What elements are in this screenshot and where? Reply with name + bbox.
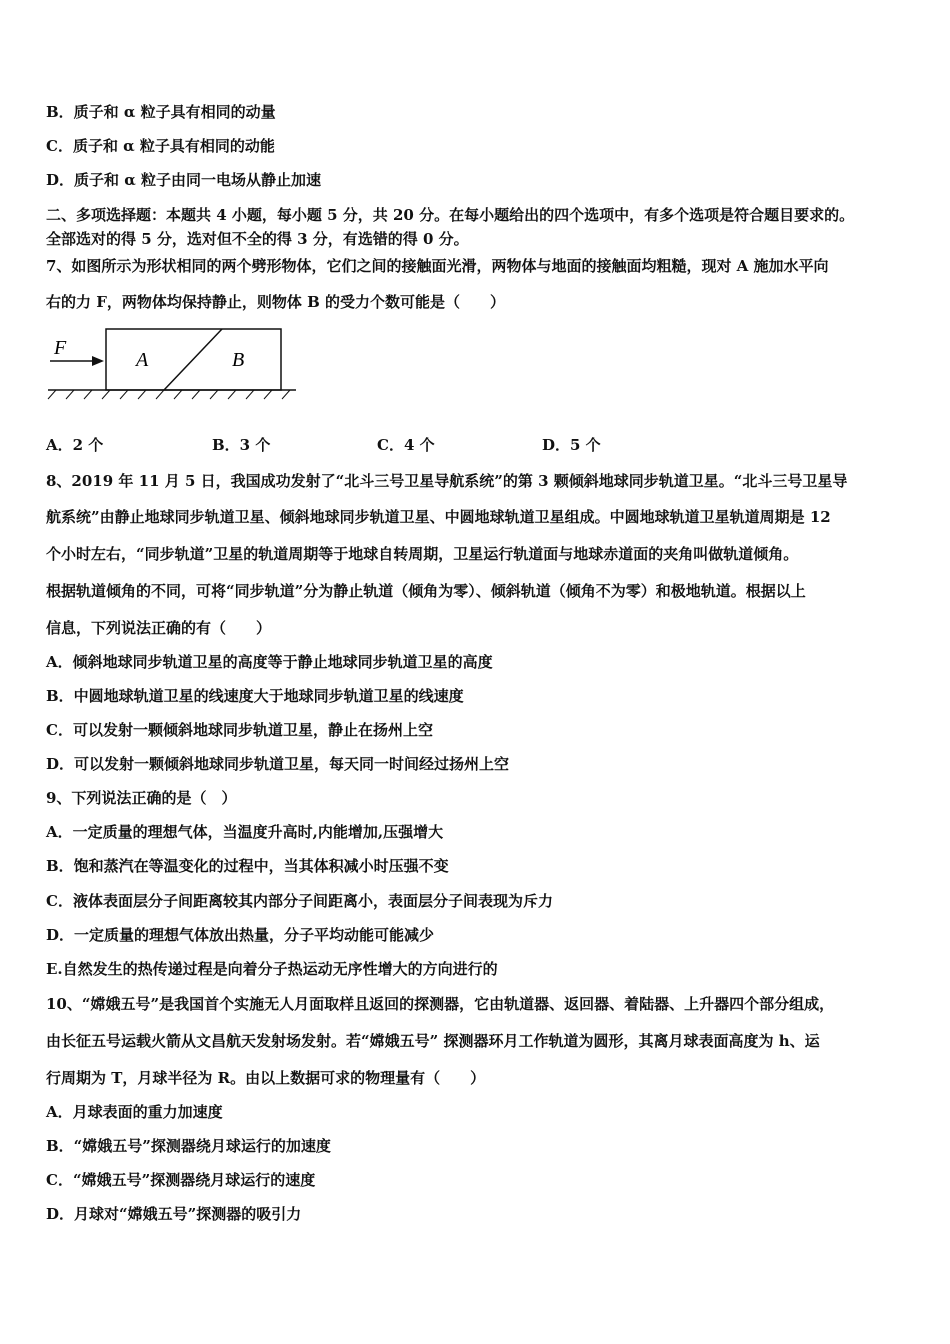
q7-stem-line: 右的力 F，两物体均保持静止，则物体 B 的受力个数可能是（ ） xyxy=(46,293,505,311)
q7-stem-line: 7、如图所示为形状相同的两个劈形物体，它们之间的接触面光滑，两物体与地面的接触面均粗糙，现对 A 施加水平向 xyxy=(46,257,829,275)
contact-surface xyxy=(164,329,222,390)
force-label: F xyxy=(54,337,67,359)
q9-option-b: B．饱和蒸汽在等温变化的过程中，当其体积减小时压强不变 xyxy=(46,857,449,875)
q10-option-d: D．月球对“嫦娥五号”探测器的吸引力 xyxy=(46,1205,302,1223)
q7-options xyxy=(46,435,646,455)
q9-option-d: D．一定质量的理想气体放出热量，分子平均动能可能减少 xyxy=(46,926,435,944)
q8-option-a: A．倾斜地球同步轨道卫星的高度等于静止地球同步轨道卫星的高度 xyxy=(46,653,493,671)
section-heading: 二、多项选择题：本题共 4 小题，每小题 5 分，共 20 分。在每小题给出的四个选项中，有多个选项是符合题目要求的。 xyxy=(46,206,855,224)
q8-stem-line: 个小时左右，“同步轨道”卫星的轨道周期等于地球自转周期，卫星运行轨道面与地球赤道面的夹角叫做轨道倾角。 xyxy=(46,545,799,563)
q10-stem-line: 行周期为 T，月球半径为 R。由以上数据可求的物理量有（ ） xyxy=(46,1069,486,1087)
q10-option-a: A．月球表面的重力加速度 xyxy=(46,1103,223,1121)
q6-option-d: D．质子和 α 粒子由同一电场从静止加速 xyxy=(46,171,321,189)
q9-option-c: C．液体表面层分子间距离较其内部分子间距离小，表面层分子间表现为斥力 xyxy=(46,892,553,910)
q9-option-e: E.自然发生的热传递过程是向着分子热运动无序性增大的方向进行的 xyxy=(46,960,498,978)
q7-option-c: C．4 个 xyxy=(377,436,435,454)
q10-option-b: B．“嫦娥五号”探测器绕月球运行的加速度 xyxy=(46,1137,331,1155)
q6-option-b: B．质子和 α 粒子具有相同的动量 xyxy=(46,103,276,121)
section-heading-cont: 全部选对的得 5 分，选对但不全的得 3 分，有选错的得 0 分。 xyxy=(46,230,469,248)
wedge-blocks-figure xyxy=(44,326,304,406)
q7-option-d: D．5 个 xyxy=(542,436,601,454)
q8-stem-line: 8、2019 年 11 月 5 日，我国成功发射了“北斗三号卫星导航系统”的第 3 颗倾斜地球同步轨道卫星。“北斗三号卫星导 xyxy=(46,472,848,490)
block-a-label: A xyxy=(136,349,149,371)
ground-hatching xyxy=(48,390,290,399)
q10-option-c: C．“嫦娥五号”探测器绕月球运行的速度 xyxy=(46,1171,316,1189)
q8-stem-line: 信息，下列说法正确的有（ ） xyxy=(46,619,272,637)
q6-option-c: C．质子和 α 粒子具有相同的动能 xyxy=(46,137,275,155)
q8-option-d: D．可以发射一颗倾斜地球同步轨道卫星，每天同一时间经过扬州上空 xyxy=(46,755,510,773)
q10-stem-line: 10、“嫦娥五号”是我国首个实施无人月面取样且返回的探测器，它由轨道器、返回器、着陆器、上升器四个部分组成， xyxy=(46,995,835,1013)
q7-option-b: B．3 个 xyxy=(212,436,271,454)
q7-option-a: A．2 个 xyxy=(46,436,104,454)
q10-stem-line: 由长征五号运载火箭从文昌航天发射场发射。若“嫦娥五号” 探测器环月工作轨道为圆形，其离月球表面高度为 h、运 xyxy=(46,1032,820,1050)
q9-option-a: A．一定质量的理想气体，当温度升高时,内能增加,压强增大 xyxy=(46,823,444,841)
q8-option-c: C．可以发射一颗倾斜地球同步轨道卫星，静止在扬州上空 xyxy=(46,721,433,739)
q9-stem: 9、下列说法正确的是（ ） xyxy=(46,789,237,807)
force-arrow-head xyxy=(92,356,104,366)
q8-stem-line: 根据轨道倾角的不同，可将“同步轨道”分为静止轨道（倾角为零）、倾斜轨道（倾角不为零）和极地轨道。根据以上 xyxy=(46,582,806,600)
q8-option-b: B．中圆地球轨道卫星的线速度大于地球同步轨道卫星的线速度 xyxy=(46,687,464,705)
q8-stem-line: 航系统”由静止地球同步轨道卫星、倾斜地球同步轨道卫星、中圆地球轨道卫星组成。中圆地球轨道卫星轨道周期是 12 xyxy=(46,508,831,526)
block-b-label: B xyxy=(232,349,245,371)
